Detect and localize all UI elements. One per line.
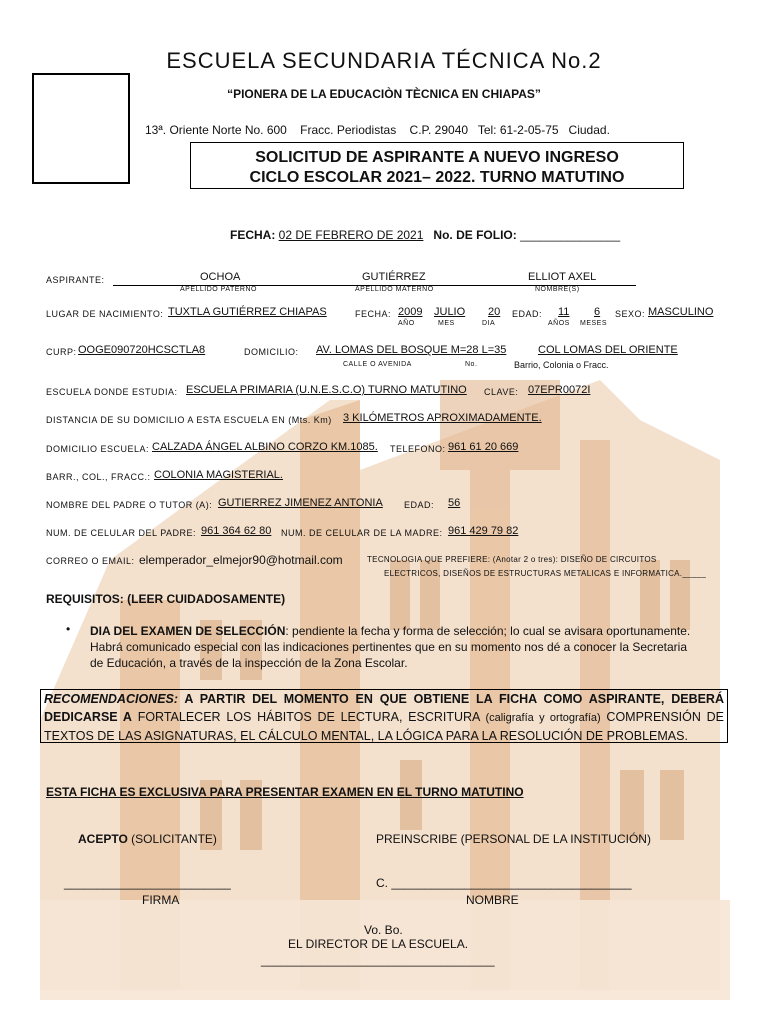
tecnologia-note: (Anotar 2 o tres): [492,555,559,564]
escuela-label: ESCUELA DONDE ESTUDIA: [46,387,178,397]
form-title: SOLICITUD DE ASPIRANTE A NUEVO INGRESO [255,149,619,166]
cel-madre-label: NUM. DE CELULAR DE LA MADRE: [281,528,443,538]
meses-caption: MESES [580,320,608,327]
curp-value[interactable]: OOGE090720HCSCTLA8 [78,344,206,356]
examen-line-2: Habrá comunicado especial con las indicaciones pertinentes que en su momento nos dé a conocer la Secretaria [90,640,688,654]
domicilio-label: DOMICILIO: [244,347,299,357]
form-cycle: CICLO ESCOLAR 2021– 2022. TURNO MATUTINO [249,169,625,186]
fecha-row [230,228,620,242]
firma-line[interactable]: _________________________ [64,876,231,890]
domicilio-escuela-value[interactable]: CALZADA ÁNGEL ALBINO CORZO KM.1085. [152,441,378,453]
tecnologia-value-2[interactable]: ELECTRICOS, DISEÑOS DE ESTRUCTURAS METALICAS E INFORMATICA._____ [384,569,707,578]
director-signature-line[interactable]: ___________________________________ [261,953,495,967]
nombres[interactable]: ELLIOT AXEL [528,271,597,283]
padre-value[interactable]: GUTIERREZ JIMENEZ ANTONIA [218,497,383,509]
clave-value[interactable]: 07EPR0072I [528,384,591,396]
no-caption: No. [465,361,478,368]
acepto-row [78,832,217,846]
escuela-value[interactable]: ESCUELA PRIMARIA (U.N.E.S.C.O) TURNO MATUTINO [186,384,467,396]
recomendaciones-text-2: COMPRENSIÓN DE TEXTOS DE LAS ASIGNATURAS, EL CÁLCULO MENTAL, LA LÓGICA PARA LA RESOLUCIÓN DE PROBLEMAS. [44,710,724,743]
distancia-value[interactable]: 3 KILÓMETROS APROXIMADAMENTE. [343,412,542,424]
examen-line-1: : pendiente la fecha y forma de selección; lo cual se avisara oportunamente. [285,624,691,638]
telefono-value[interactable]: 961 61 20 669 [448,441,519,453]
domicilio-value[interactable]: AV. LOMAS DEL BOSQUE M=28 L=35 [316,344,507,356]
padre-edad-value[interactable]: 56 [448,497,461,509]
edad-label: EDAD: [512,309,543,319]
fecha-value[interactable]: 02 DE FEBRERO DE 2021 [278,228,424,242]
domicilio-escuela-label: DOMICILIO ESCUELA: [46,444,150,454]
dia-value[interactable]: 20 [488,306,501,318]
barrio-value[interactable]: COLONIA MAGISTERIAL. [154,469,283,481]
cel-padre-label: NUM. DE CELULAR DEL PADRE: [46,528,197,538]
school-address: 13ª. Oriente Norte No. 600 Fracc. Periodistas C.P. 29040 Tel: 61-2-05-75 Ciudad. [145,123,610,137]
folio-label: No. DE FOLIO: [433,228,517,242]
director-label: EL DIRECTOR DE LA ESCUELA. [288,937,469,951]
padre-label: NOMBRE DEL PADRE O TUTOR (A): [46,500,213,510]
tecnologia-label: TECNOLOGIA QUE PREFIERE: [367,555,491,564]
barrio-label: BARR., COL., FRACC.: [46,472,151,482]
mes-value[interactable]: JULIO [434,306,466,318]
curp-label: CURP: [46,347,77,357]
barrio-caption: Barrio, Colonia o Fracc. [514,360,609,370]
materno-caption: APELLIDO MATERNO [355,286,434,293]
form-title-box [190,142,684,189]
correo-label: CORREO O EMAIL: [46,556,135,566]
requisitos-text [90,623,730,671]
vobo-label: Vo. Bo. [364,923,403,937]
bullet-icon: • [66,622,71,636]
colonia-value[interactable]: COL LOMAS DEL ORIENTE [538,344,678,356]
examen-line-3: de Educación, a través de la inspección de la Zona Escolar. [90,656,408,670]
anios-caption: AÑOS [548,320,570,327]
edad-meses[interactable]: 6 [594,306,601,318]
recomendaciones-text: FORTALECER LOS HÁBITOS DE LECTURA, ESCRITURA [131,710,486,724]
cel-madre-value[interactable]: 961 429 79 82 [448,525,519,537]
recomendaciones-small: (caligrafía y ortografía) [485,712,601,724]
exclusiva-notice: ESTA FICHA ES EXCLUSIVA PARA PRESENTAR EXAMEN EN EL TURNO MATUTINO [46,785,524,799]
c-nombre-line[interactable]: C. ____________________________________ [376,876,632,890]
sexo-value[interactable]: MASCULINO [648,306,714,318]
dia-caption: DIA [482,320,496,327]
edad-anios[interactable]: 11 [558,306,570,318]
preinscribe-label: PREINSCRIBE (PERSONAL DE LA INSTITUCIÓN) [376,832,651,846]
recomendaciones-bold: A PARTIR DEL MOMENTO EN QUE OBTIENE LA FICHA COMO ASPIRANTE, DEBERÁ DEDICARSE A [44,692,724,724]
paterno-caption: APELLIDO PATERNO [180,286,257,293]
nacimiento-value[interactable]: TUXTLA GUTIÉRREZ CHIAPAS [168,306,327,318]
nombre-caption: NOMBRE [466,893,519,907]
calle-caption: CALLE O AVENIDA [343,361,412,368]
solicitante-label: (SOLICITANTE) [131,832,217,846]
cel-padre-value[interactable]: 961 364 62 80 [201,525,272,537]
nombre-caption: NOMBRE(S) [535,286,580,293]
anio-value[interactable]: 2009 [398,306,423,318]
school-title: ESCUELA SECUNDARIA TÉCNICA No.2 [166,48,602,73]
telefono-label: TELEFONO: [390,444,446,454]
folio-value[interactable]: _______________ [520,228,621,242]
fecha-nac-label: FECHA: [355,309,392,319]
sexo-label: SEXO: [615,309,646,319]
padre-edad-label: EDAD: [404,500,435,510]
school-subtitle: “PIONERA DE LA EDUCACIÒN TÈCNICA EN CHIAPAS” [227,87,541,101]
tecnologia-row [367,555,657,564]
nacimiento-label: LUGAR DE NACIMIENTO: [46,309,164,319]
apellido-paterno[interactable]: OCHOA [200,271,241,283]
firma-caption: FIRMA [142,893,180,907]
recomendaciones-box [40,689,728,743]
tecnologia-value-1[interactable]: DISEÑO DE CIRCUITOS [560,555,657,564]
acepto-label: ACEPTO [78,832,128,846]
distancia-label: DISTANCIA DE SU DOMICILIO A ESTA ESCUELA EN (Mts. Km) [46,415,332,425]
anio-caption: AÑO [398,320,415,327]
apellido-materno[interactable]: GUTIÉRREZ [362,271,426,283]
fecha-label: FECHA: [230,228,276,242]
clave-label: CLAVE: [484,387,519,397]
recomendaciones-label: RECOMENDACIONES: [44,692,179,706]
examen-label: DIA DEL EXAMEN DE SELECCIÓN [90,624,286,638]
aspirante-label: ASPIRANTE: [46,275,105,285]
correo-value[interactable]: elemperador_elmejor90@hotmail.com [139,553,343,567]
requisitos-title: REQUISITOS: (LEER CUIDADOSAMENTE) [46,592,286,606]
mes-caption: MES [438,320,455,327]
